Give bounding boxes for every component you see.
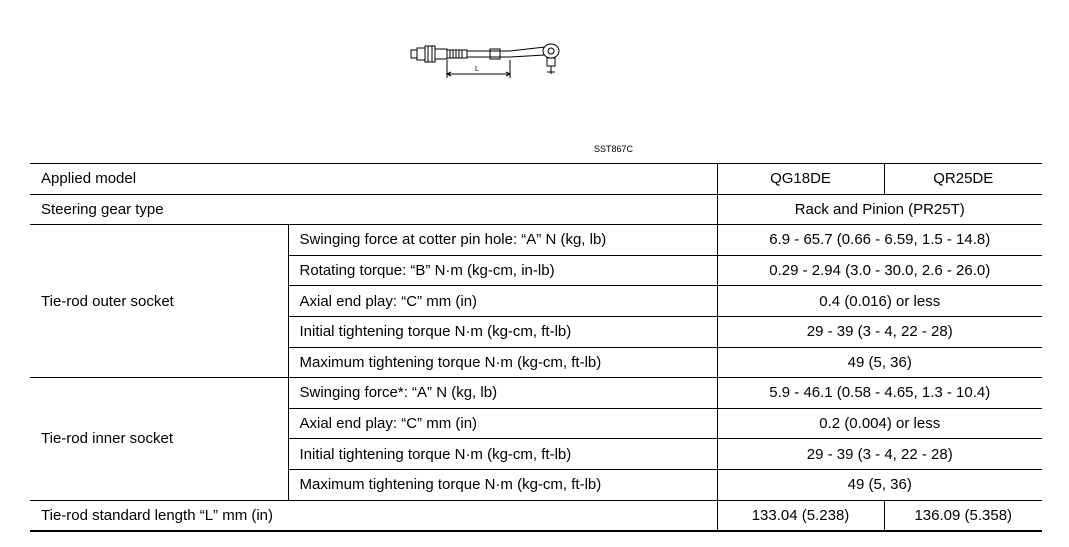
inner-param: Swinging force*: “A” N (kg, lb) — [288, 378, 717, 409]
inner-value: 0.2 (0.004) or less — [717, 408, 1042, 439]
model-qg18de: QG18DE — [717, 164, 884, 195]
inner-value: 29 - 39 (3 - 4, 22 - 28) — [717, 439, 1042, 470]
table-row — [30, 378, 1042, 409]
outer-value: 49 (5, 36) — [717, 347, 1042, 378]
length-qg18de: 133.04 (5.238) — [717, 500, 884, 531]
inner-param: Axial end play: “C” mm (in) — [288, 408, 717, 439]
table-row — [30, 225, 1042, 256]
outer-param: Rotating torque: “B” N·m (kg-cm, in-lb) — [288, 255, 717, 286]
outer-param: Initial tightening torque N·m (kg-cm, ft-lb) — [288, 316, 717, 347]
figure-code: SST867C — [594, 144, 634, 154]
length-qr25de: 136.09 (5.358) — [884, 500, 1042, 531]
outer-param: Swinging force at cotter pin hole: “A” N (kg, lb) — [288, 225, 717, 256]
specification-table — [30, 163, 1042, 532]
tie-rod-illustration — [405, 36, 585, 86]
standard-length-label: Tie-rod standard length “L” mm (in) — [30, 500, 717, 531]
outer-value: 0.4 (0.016) or less — [717, 286, 1042, 317]
table-row — [30, 500, 1042, 531]
inner-param: Maximum tightening torque N·m (kg-cm, ft-lb) — [288, 469, 717, 500]
outer-param: Maximum tightening torque N·m (kg-cm, ft-lb) — [288, 347, 717, 378]
inner-socket-label: Tie-rod inner socket — [30, 378, 288, 500]
inner-param: Initial tightening torque N·m (kg-cm, ft-lb) — [288, 439, 717, 470]
table-row — [30, 164, 1042, 195]
outer-socket-label: Tie-rod outer socket — [30, 225, 288, 378]
outer-value: 29 - 39 (3 - 4, 22 - 28) — [717, 316, 1042, 347]
inner-value: 49 (5, 36) — [717, 469, 1042, 500]
gear-type-value: Rack and Pinion (PR25T) — [717, 194, 1042, 225]
inner-value: 5.9 - 46.1 (0.58 - 4.65, 1.3 - 10.4) — [717, 378, 1042, 409]
model-qr25de: QR25DE — [884, 164, 1042, 195]
outer-value: 0.29 - 2.94 (3.0 - 30.0, 2.6 - 26.0) — [717, 255, 1042, 286]
table-row — [30, 194, 1042, 225]
dimension-l-label: L — [475, 66, 479, 73]
outer-value: 6.9 - 65.7 (0.66 - 6.59, 1.5 - 14.8) — [717, 225, 1042, 256]
outer-param: Axial end play: “C” mm (in) — [288, 286, 717, 317]
applied-model-label: Applied model — [30, 164, 717, 195]
gear-type-label: Steering gear type — [30, 194, 717, 225]
